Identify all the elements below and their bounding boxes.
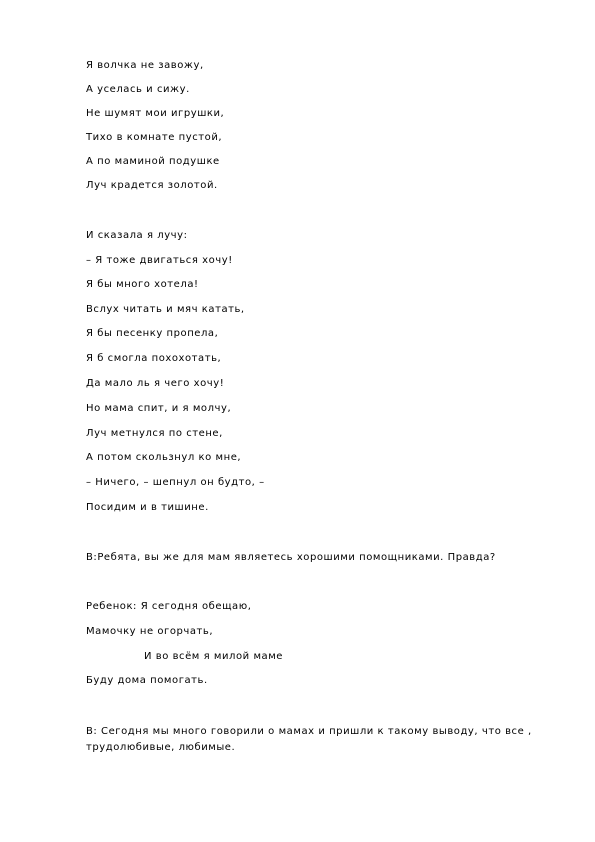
poem-line: А потом скользнул ко мне, xyxy=(86,452,242,463)
poem-line: Посидим и в тишине. xyxy=(86,502,209,513)
poem-line: – Я тоже двигаться хочу! xyxy=(86,255,233,266)
teacher-conclusion: В: Сегодня мы много говорили о мамах и пришли к такому выводу, что все , xyxy=(86,726,532,737)
child-line: Мамочку не огорчать, xyxy=(86,626,214,637)
poem-line: Не шумят мои игрушки, xyxy=(86,108,225,119)
poem-line: Вслух читать и мяч катать, xyxy=(86,304,245,315)
poem-line: Тихо в комнате пустой, xyxy=(86,132,223,143)
poem-line: Да мало ль я чего хочу! xyxy=(86,378,225,389)
poem-line: Луч крадется золотой. xyxy=(86,180,218,191)
poem-line: Я волчка не завожу, xyxy=(86,60,204,71)
child-line: Ребенок: Я сегодня обещаю, xyxy=(86,601,252,612)
teacher-conclusion: трудолюбивые, любимые. xyxy=(86,742,236,753)
poem-line: Луч метнулся по стене, xyxy=(86,428,223,439)
child-line: Буду дома помогать. xyxy=(86,675,208,686)
poem-line: А по маминой подушке xyxy=(86,156,220,167)
poem-line: Но мама спит, и я молчу, xyxy=(86,403,232,414)
poem-line: – Ничего, – шепнул он будто, – xyxy=(86,477,265,488)
poem-line: И сказала я лучу: xyxy=(86,230,188,241)
poem-line: Я бы много хотела! xyxy=(86,279,199,290)
child-line: И во всём я милой маме xyxy=(144,651,284,662)
poem-line: Я бы песенку пропела, xyxy=(86,328,219,339)
poem-line: А уселась и сижу. xyxy=(86,84,190,95)
poem-line: Я б смогла похохотать, xyxy=(86,353,222,364)
teacher-remark: В:Ребята, вы же для мам являетесь хорошими помощниками. Правда? xyxy=(86,552,496,563)
